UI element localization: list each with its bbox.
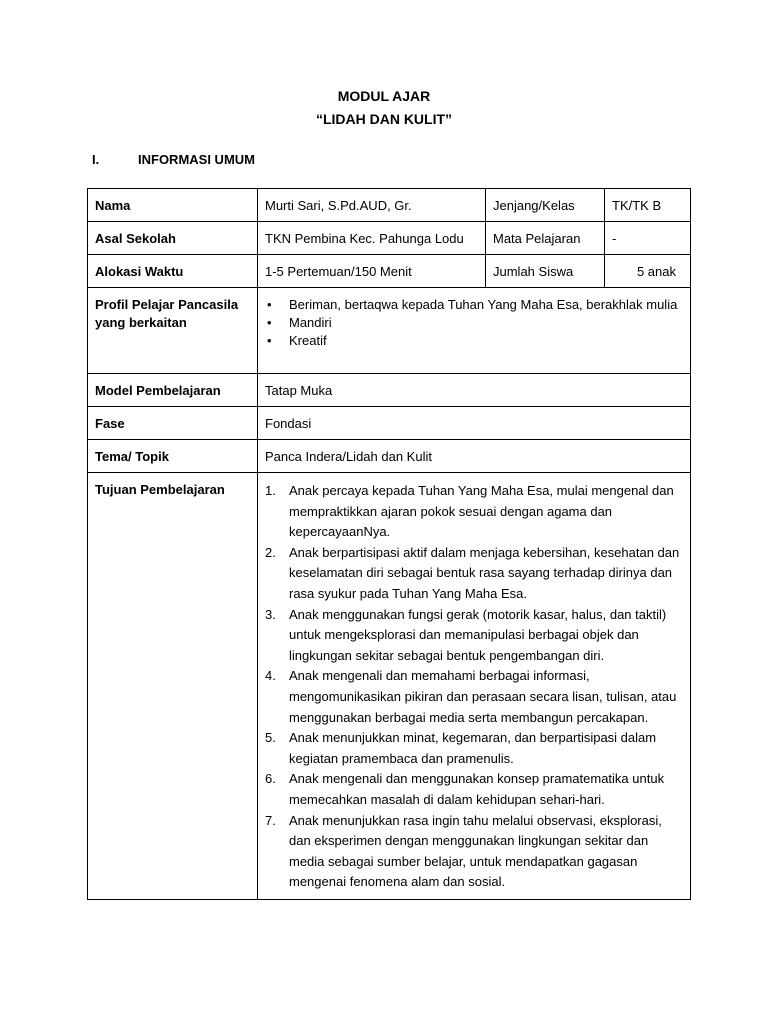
- section-title: INFORMASI UMUM: [138, 152, 255, 167]
- tema-label: Tema/ Topik: [88, 440, 258, 473]
- info-table: [87, 188, 691, 900]
- tujuan-list: [265, 481, 683, 893]
- siswa-label: Jumlah Siswa: [486, 255, 605, 288]
- section-heading: [92, 152, 255, 167]
- table-row: [88, 288, 691, 374]
- table-row: [88, 407, 691, 440]
- fase-value: Fondasi: [258, 407, 691, 440]
- model-label: Model Pembelajaran: [88, 374, 258, 407]
- mapel-label: Mata Pelajaran: [486, 222, 605, 255]
- alokasi-value: 1-5 Pertemuan/150 Menit: [258, 255, 486, 288]
- table-row: [88, 222, 691, 255]
- list-item: • Mandiri: [267, 315, 332, 330]
- sekolah-label: Asal Sekolah: [88, 222, 258, 255]
- fase-label: Fase: [88, 407, 258, 440]
- table-row: [88, 473, 691, 900]
- nama-label: Nama: [88, 189, 258, 222]
- list-item: 4. Anak mengenali dan memahami berbagai informasi, mengomunikasikan pikiran dan perasaan secara lisan, tulisan, atau menggunakan berbagai media serta membangun percakapan.: [265, 668, 677, 725]
- siswa-value: 5 anak: [605, 255, 691, 288]
- mapel-value: -: [605, 222, 691, 255]
- jenjang-value: TK/TK B: [605, 189, 691, 222]
- list-item: 1. Anak percaya kepada Tuhan Yang Maha Esa, mulai mengenal dan mempraktikkan ajaran pokok sesuai dengan agama dan kepercayaanNya.: [265, 483, 674, 540]
- list-item: 7. Anak menunjukkan rasa ingin tahu melalui observasi, eksplorasi, dan eksperimen dengan menggunakan lingkungan sekitar dan media sebagai sumber belajar, untuk mendapatkan gagasan mengenai fenomena alam dan sosial.: [265, 812, 662, 890]
- profil-list: [265, 296, 683, 350]
- tujuan-value: [258, 473, 691, 900]
- table-row: [88, 374, 691, 407]
- alokasi-label: Alokasi Waktu: [88, 255, 258, 288]
- bullet-icon: •: [267, 297, 272, 312]
- nama-value: Murti Sari, S.Pd.AUD, Gr.: [258, 189, 486, 222]
- profil-value: [258, 288, 691, 374]
- tema-value: Panca Indera/Lidah dan Kulit: [258, 440, 691, 473]
- model-value: Tatap Muka: [258, 374, 691, 407]
- section-number: I.: [92, 152, 100, 167]
- list-item: 3. Anak menggunakan fungsi gerak (motorik kasar, halus, dan taktil) untuk mengeksplorasi dan memanipulasi berbagai objek dan lingkungan sekitar sebagai bentuk pengembangan diri.: [265, 606, 667, 663]
- bullet-icon: •: [267, 333, 272, 348]
- list-item: 2. Anak berpartisipasi aktif dalam menjaga kebersihan, kesehatan dan keselamatan diri sebagai bentuk rasa sayang terhadap dirinya dan rasa syukur pada Tuhan Yang Maha Esa.: [265, 544, 680, 601]
- bullet-icon: •: [267, 315, 272, 330]
- list-item: • Beriman, bertaqwa kepada Tuhan Yang Maha Esa, berakhlak mulia: [267, 297, 678, 312]
- document-title: MODUL AJAR: [337, 88, 431, 104]
- table-row: [88, 255, 691, 288]
- tujuan-label: Tujuan Pembelajaran: [88, 473, 258, 900]
- list-item: 5. Anak menunjukkan minat, kegemaran, dan berpartisipasi dalam kegiatan pramembaca dan pramenulis.: [265, 730, 657, 766]
- table-row: [88, 440, 691, 473]
- table-row: [88, 189, 691, 222]
- profil-label: Profil Pelajar Pancasila yang berkaitan: [88, 288, 258, 374]
- list-item: 6. Anak mengenali dan menggunakan konsep pramatematika untuk memecahkan masalah di dalam kehidupan sehari-hari.: [265, 771, 665, 807]
- sekolah-value: TKN Pembina Kec. Pahunga Lodu: [258, 222, 486, 255]
- jenjang-label: Jenjang/Kelas: [486, 189, 605, 222]
- document-subtitle: “LIDAH DAN KULIT”: [315, 111, 453, 127]
- list-item: • Kreatif: [267, 333, 327, 348]
